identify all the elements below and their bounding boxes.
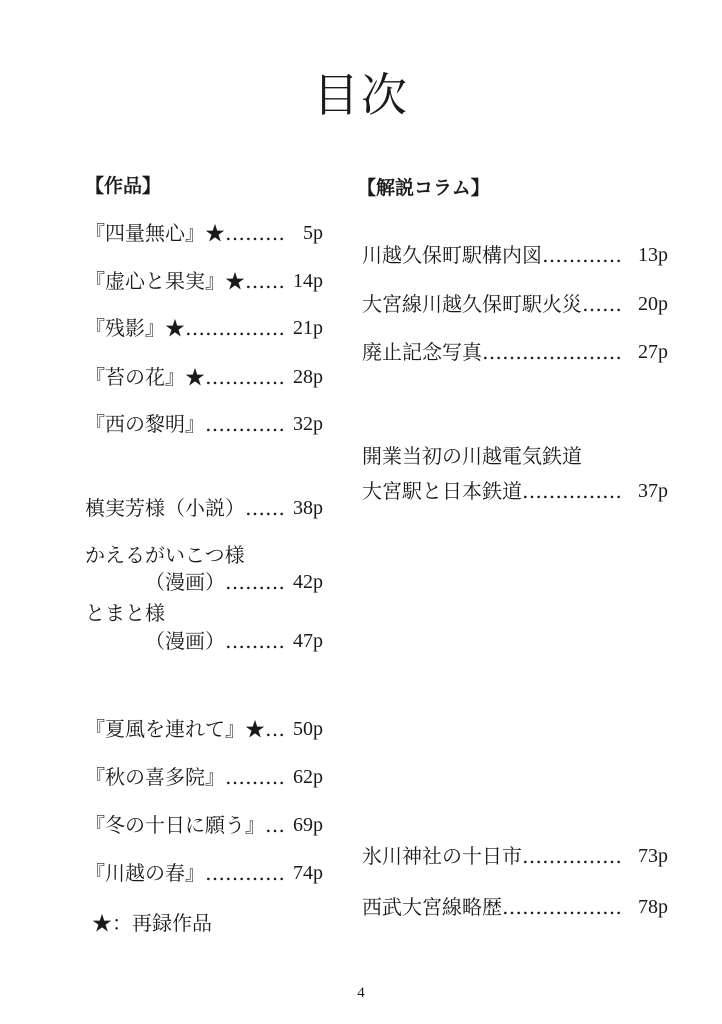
toc-entry xyxy=(145,629,323,653)
entry-page: 27p xyxy=(638,341,668,363)
leader-dots: … xyxy=(265,813,285,837)
columns-header: 【解説コラム】 xyxy=(357,177,490,199)
legend-note: ★：再録作品 xyxy=(92,911,212,935)
entry-page: 5p xyxy=(303,222,323,244)
entry-page: 21p xyxy=(293,317,323,339)
leader-dots: ……… xyxy=(225,629,285,653)
toc-entry xyxy=(85,365,323,389)
works-header: 【作品】 xyxy=(85,175,162,197)
page-title: 目次 xyxy=(313,68,409,122)
toc-entry xyxy=(362,479,668,503)
toc-entry xyxy=(362,844,668,868)
entry-title: 大宮駅と日本鉄道 xyxy=(362,479,522,503)
entry-page: 74p xyxy=(293,862,323,884)
toc-entry xyxy=(145,570,323,594)
toc-entry xyxy=(85,269,323,293)
leader-dots: … xyxy=(265,717,285,741)
toc-entry xyxy=(85,813,323,837)
leader-dots: ………… xyxy=(542,243,622,267)
entry-page: 69p xyxy=(293,814,323,836)
leader-dots: …………… xyxy=(185,316,285,340)
leader-dots: ………… xyxy=(205,412,285,436)
entry-page: 14p xyxy=(293,270,323,292)
leader-dots: …………… xyxy=(522,844,622,868)
leader-dots: ………………… xyxy=(482,340,622,364)
entry-page: 28p xyxy=(293,366,323,388)
entry-page: 78p xyxy=(638,896,668,918)
entry-title: 西武大宮線略歴 xyxy=(362,895,502,919)
toc-entry xyxy=(362,292,668,316)
leader-dots: …… xyxy=(245,269,285,293)
entry-page: 13p xyxy=(638,244,668,266)
toc-entry xyxy=(85,496,323,520)
leader-dots: ……… xyxy=(225,221,285,245)
toc-entry xyxy=(85,412,323,436)
entry-title: 『西の黎明』 xyxy=(85,412,205,436)
entry-title: （漫画） xyxy=(145,629,225,653)
leader-dots: ………… xyxy=(205,365,285,389)
entry-page: 47p xyxy=(293,630,323,652)
entry-title: 『四量無心』★ xyxy=(85,221,225,245)
leader-dots: …… xyxy=(582,292,622,316)
entry-title: 『苔の花』★ xyxy=(85,365,205,389)
leader-dots: ……… xyxy=(225,570,285,594)
toc-entry xyxy=(362,243,668,267)
leader-dots: ……… xyxy=(225,765,285,789)
toc-entry xyxy=(85,316,323,340)
entry-author: かえるがいこつ様 xyxy=(85,543,245,567)
entry-page: 42p xyxy=(293,571,323,593)
entry-title: 川越久保町駅構内図 xyxy=(362,243,542,267)
entry-title: 大宮線川越久保町駅火災 xyxy=(362,292,582,316)
entry-subtitle: 開業当初の川越電気鉄道 xyxy=(362,444,582,468)
leader-dots: ……………… xyxy=(502,895,622,919)
entry-page: 32p xyxy=(293,413,323,435)
entry-author: とまと様 xyxy=(85,601,165,625)
toc-entry xyxy=(362,895,668,919)
toc-entry xyxy=(85,221,323,245)
toc-entry xyxy=(85,717,323,741)
entry-title: 『冬の十日に願う』 xyxy=(85,813,265,837)
entry-title: 槙実芳様（小説） xyxy=(85,496,245,520)
leader-dots: …………… xyxy=(522,479,622,503)
toc-entry xyxy=(362,340,668,364)
entry-title: 『残影』★ xyxy=(85,316,185,340)
entry-page: 62p xyxy=(293,766,323,788)
entry-page: 37p xyxy=(638,480,668,502)
toc-entry xyxy=(85,765,323,789)
page-number: 4 xyxy=(357,985,365,1001)
entry-title: （漫画） xyxy=(145,570,225,594)
entry-title: 『虚心と果実』★ xyxy=(85,269,245,293)
entry-page: 73p xyxy=(638,845,668,867)
entry-page: 38p xyxy=(293,497,323,519)
toc-entry xyxy=(85,861,323,885)
entry-page: 20p xyxy=(638,293,668,315)
entry-page: 50p xyxy=(293,718,323,740)
leader-dots: ………… xyxy=(205,861,285,885)
entry-title: 『川越の春』 xyxy=(85,861,205,885)
entry-title: 廃止記念写真 xyxy=(362,340,482,364)
entry-title: 『秋の喜多院』 xyxy=(85,765,225,789)
leader-dots: …… xyxy=(245,496,285,520)
entry-title: 『夏風を連れて』★ xyxy=(85,717,265,741)
entry-title: 氷川神社の十日市 xyxy=(362,844,522,868)
